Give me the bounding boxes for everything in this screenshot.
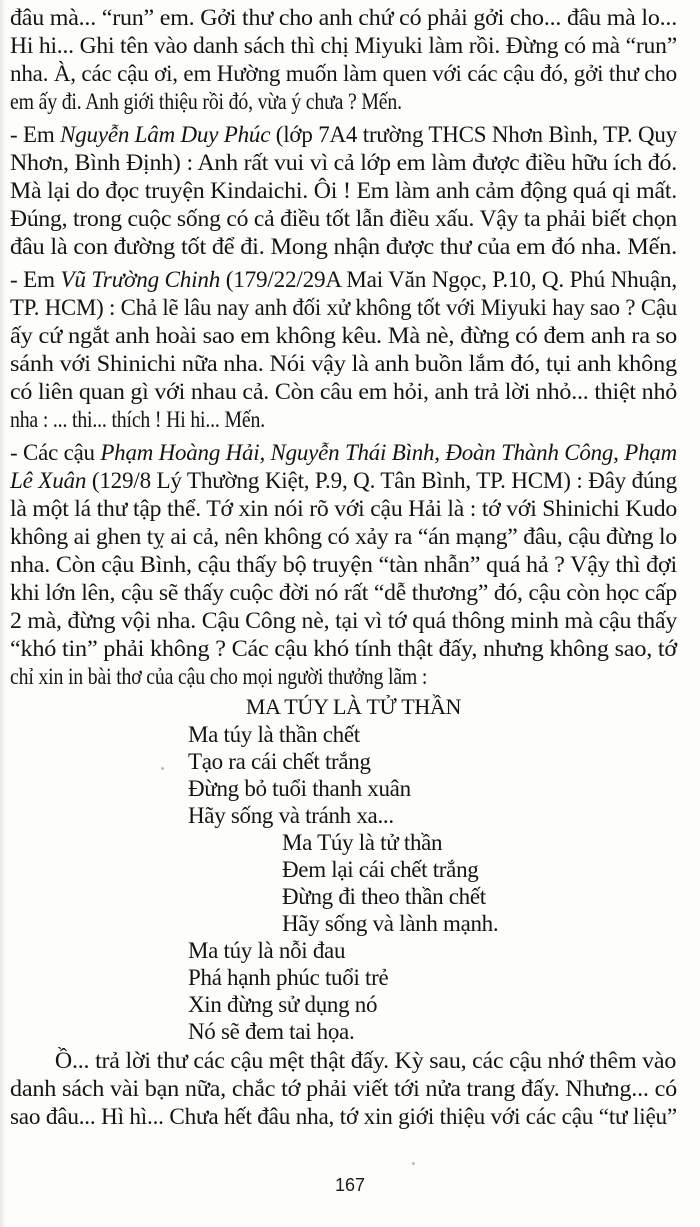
poem-line: Tạo ra cái chết trắng (188, 749, 371, 774)
paragraph-reply-phuc (10, 121, 677, 261)
poem-line: Hãy sống và lành mạnh. (282, 911, 499, 936)
text-line: có liên quan gì với nhau cả. Còn câu em hỏi, anh trả lời nhỏ... thiệt nhỏ (10, 379, 677, 404)
text-line: là một lá thư tập thể. Tớ xin nói rõ với cậu Hải là : tớ với Shinichi Kudo (10, 496, 677, 521)
text-line: sao đâu... Hì hì... Chưa hết đâu nha, tớ xin giới thiệu với các cậu “tư liệu” (10, 1104, 677, 1129)
poem-line: Ma Túy là tử thần (282, 830, 443, 855)
text-line: khi lớn lên, cậu sẽ thấy cuộc đời nó rất “dễ thương” đó, cậu còn học cấp (10, 580, 678, 605)
poem-line: Đừng đi theo thần chết (282, 884, 486, 909)
poem-stanza (10, 829, 677, 937)
text-line: nha. Còn cậu Bình, cậu thấy bộ truyện “tàn nhẫn” quá hả ? Vậy thì đợi (10, 552, 678, 577)
poem (10, 693, 677, 1045)
text-line: Lê Xuân (129/8 Lý Thường Kiệt, P.9, Q. Tân Bình, TP. HCM) : Đây đúng (10, 468, 677, 493)
poem-line: Xin đừng sử dụng nó (188, 992, 378, 1017)
poem-line: Ma túy là nỗi đau (188, 938, 346, 963)
text-line: Mà lại do đọc truyện Kindaichi. Ôi ! Em làm anh cảm động quá qi mất. (10, 178, 677, 203)
text-line: nha : ... thi... thích ! Hi hi... Mến. (10, 407, 265, 432)
poem-line: Hãy sống và tránh xa... (188, 803, 394, 828)
text-line: - Các cậu Phạm Hoàng Hải, Nguyễn Thái Bình, Đoàn Thành Công, Phạm (10, 440, 678, 465)
print-speck (412, 1162, 415, 1165)
text-line: Nhơn, Bình Định) : Anh rất vui vì cả lớp em làm được điều hữu ích đó. (10, 150, 677, 175)
paragraph-reply-group (10, 439, 677, 691)
poem-line: Đừng bỏ tuổi thanh xuân (188, 776, 411, 801)
print-speck (161, 767, 164, 770)
paragraph-closing (10, 1047, 677, 1131)
poem-line: Phá hạnh phúc tuổi trẻ (188, 965, 389, 990)
reader-names: Phạm Hoàng Hải, Nguyễn Thái Bình, Đoàn Thành Công, Phạm (100, 440, 678, 465)
page-body (10, 4, 677, 1131)
paragraph-reply-chinh (10, 266, 677, 434)
poem-line: Đem lại cái chết trắng (282, 857, 479, 882)
text-line: em ấy đi. Anh giới thiệu rồi đó, vừa ý chưa ? Mến. (10, 89, 402, 114)
text-line: không ai ghen tỵ ai cả, nên không có xảy ra “án mạng” đâu, cậu đừng lo (10, 524, 677, 549)
text-line: sánh với Shinichi nữa nha. Nói vậy là anh buồn lắm đó, tụi anh không (10, 351, 677, 376)
text-line: ấy cứ ngắt anh hoài sao em không kêu. Mà nè, đừng có đem anh ra so (10, 323, 677, 348)
text-line: nha. À, các cậu ơi, em Hường muốn làm quen với các cậu đó, gởi thư cho (10, 61, 677, 86)
poem-line: Nó sẽ đem tai họa. (188, 1019, 355, 1044)
reader-name: Nguyễn Lâm Duy Phúc (60, 122, 271, 147)
poem-stanza (10, 937, 677, 1045)
text-line: đâu mà... “run” em. Gởi thư cho anh chứ có phải gởi cho... đâu mà lo... (10, 5, 677, 30)
text-line: TP. HCM) : Chả lẽ lâu nay anh đối xử không tốt với Miyuki hay sao ? Cậu (10, 295, 677, 320)
page-number: 167 (334, 1175, 366, 1195)
poem-stanza (10, 721, 677, 829)
text-line: đâu là con đường tốt để đi. Mong nhận được thư của em đó nha. Mến. (10, 234, 677, 259)
text-line: 2 mà, đừng vội nha. Cậu Công nè, tại vì tớ quá thông minh mà cậu thấy (10, 608, 677, 633)
text-line: “khó tin” phải không ? Các cậu khó tính thật đấy, nhưng không sao, tớ (10, 636, 678, 661)
text-line: danh sách vài bạn nữa, chắc tớ phải viết tới nửa trang đấy. Nhưng... có (10, 1076, 677, 1101)
text-line: - Em Vũ Trường Chinh (179/22/29A Mai Văn Ngọc, P.10, Q. Phú Nhuận, (10, 267, 677, 292)
reader-name: Vũ Trường Chinh (60, 267, 221, 292)
text-line: Ồ... trả lời thư các cậu mệt thật đấy. Kỳ sau, các cậu nhớ thêm vào (54, 1048, 677, 1073)
reader-names: Lê Xuân (10, 468, 87, 493)
paragraph-reply-huong (10, 4, 677, 116)
poem-title: MA TÚY LÀ TỬ THẦN (245, 694, 462, 719)
page-edge-shadow (0, 0, 6, 1227)
text-line: - Em Nguyễn Lâm Duy Phúc (lớp 7A4 trường THCS Nhơn Bình, TP. Quy (10, 122, 677, 147)
text-line: chỉ xin in bài thơ của cậu cho mọi người thưởng lãm : (10, 664, 428, 689)
text-line: Hi hi... Ghi tên vào danh sách thì chị Miyuki làm rồi. Đừng có mà “run” (10, 33, 677, 58)
poem-line: Ma túy là thần chết (188, 722, 360, 747)
text-line: Đúng, trong cuộc sống có cả điều tốt lẫn điều xấu. Vậy ta phải biết chọn (10, 206, 677, 231)
